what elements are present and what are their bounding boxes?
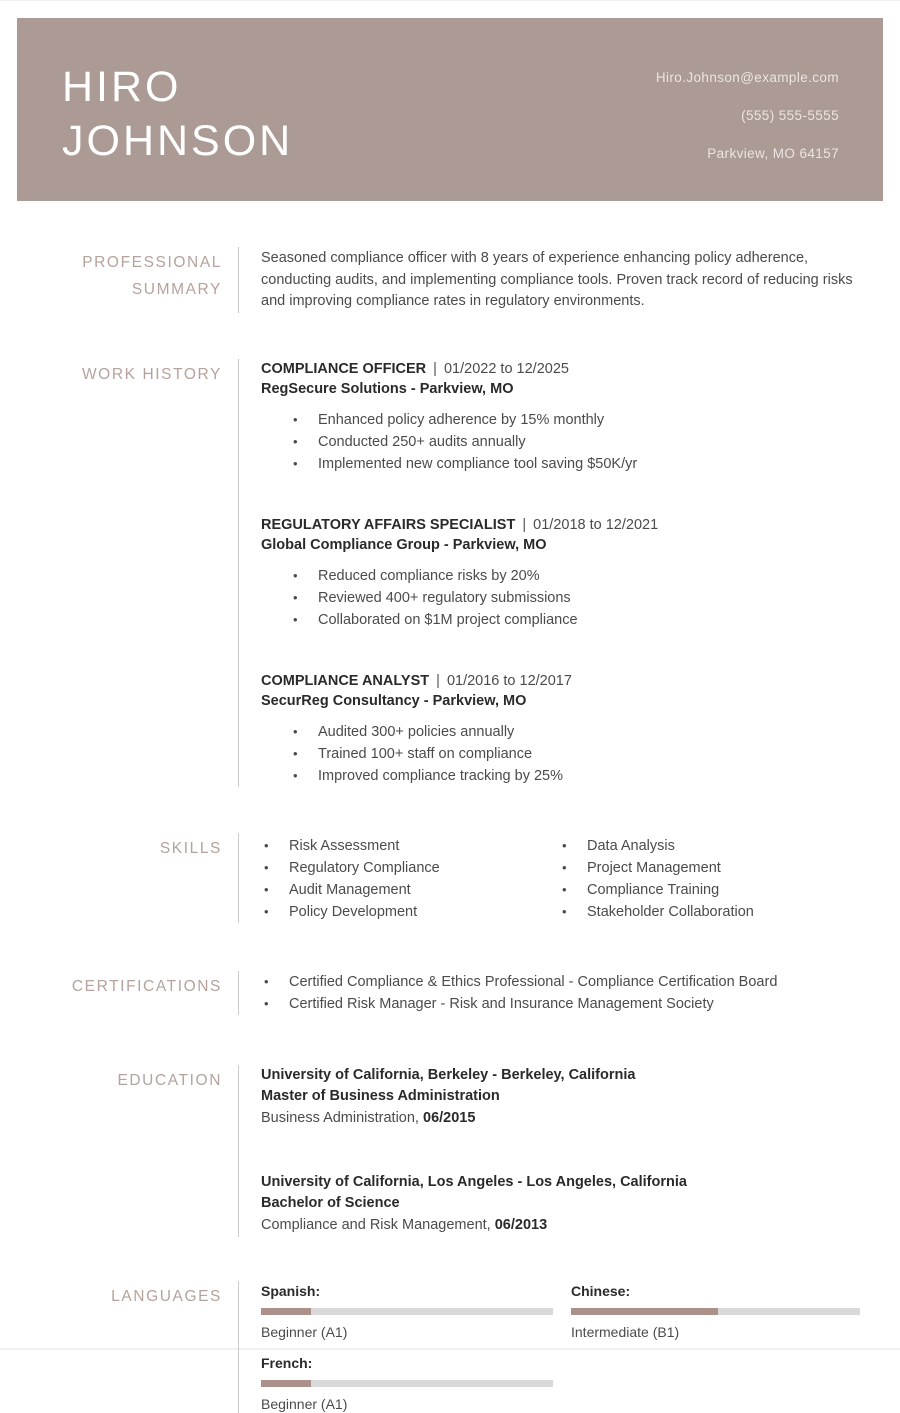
section-skills [40,833,860,923]
summary-text: Seasoned compliance officer with 8 years of experience enhancing policy adherence, conducting audits, and implementing compliance tools. Proven track record of reducing risks and improving compliance rates in regulatory environments. [261,250,853,309]
language-name: French: [261,1354,313,1371]
skills-grid [261,833,860,923]
certification-item: • Certified Risk Manager - Risk and Insurance Management Society [264,993,860,1015]
language-progress-fill [261,1308,311,1315]
skills-column-left [261,835,559,923]
skill-item: • Audit Management [264,879,559,901]
work-history-section-label: WORK HISTORY [81,365,222,383]
job-title: COMPLIANCE OFFICER [261,360,427,377]
skill-item: • Stakeholder Collaboration [562,901,860,923]
job-separator: | [433,360,437,377]
job-title: COMPLIANCE ANALYST [261,672,430,689]
school-date: 06/2013 [494,1216,548,1233]
resume-body [0,247,900,1413]
skill-item: • Compliance Training [562,879,860,901]
school-field: Compliance and Risk Management, [261,1216,491,1233]
language-level: Beginner (A1) [261,1395,348,1412]
job-dates: 01/2018 to 12/2021 [533,516,659,533]
education-entry [261,1065,860,1130]
school-name-location: University of California, Berkeley - Berkeley, California [261,1066,636,1083]
section-certifications [40,971,860,1015]
school-degree: Bachelor of Science [261,1194,400,1211]
language-name: Chinese: [571,1282,631,1299]
languages-grid [261,1281,860,1413]
section-professional-summary [40,247,860,313]
header-banner [17,18,883,201]
job-bullet: • Reduced compliance risks by 20% [293,565,860,587]
languages-content [238,1281,860,1413]
job-bullet: • Conducted 250+ audits annually [293,431,860,453]
job-bullet-list [261,721,860,787]
language-entry [261,1282,553,1341]
language-progress-track [261,1308,553,1315]
job-entry [261,515,860,631]
language-name: Spanish: [261,1282,321,1299]
school-field-line [261,1214,860,1237]
education-section-label: EDUCATION [117,1071,222,1089]
job-bullet-list [261,409,860,475]
section-work-history [40,359,860,787]
contact-location: Parkview, MO 64157 [707,146,839,161]
job-separator: | [522,516,527,533]
language-entry [261,1354,553,1413]
job-bullet: • Implemented new compliance tool saving $50K/yr [293,453,860,475]
skill-item: • Policy Development [264,901,559,923]
job-dates: 01/2016 to 12/2017 [446,672,572,689]
job-separator: | [436,672,440,689]
languages-column-right [571,1282,860,1413]
contact-block [656,18,839,201]
job-title: REGULATORY AFFAIRS SPECIALIST [261,516,516,533]
job-bullet: • Reviewed 400+ regulatory submissions [293,587,860,609]
school-degree: Master of Business Administration [261,1087,500,1104]
section-education [40,1065,860,1237]
summary-label-line1: PROFESSIONAL [82,254,222,271]
job-company: Global Compliance Group - Parkview, MO [261,536,547,553]
job-bullet-list [261,565,860,631]
job-company: SecurReg Consultancy - Parkview, MO [261,692,527,709]
education-entry [261,1172,860,1237]
job-bullet: • Enhanced policy adherence by 15% monthly [293,409,860,431]
skill-item: • Data Analysis [562,835,860,857]
name-first: HIRO [62,63,182,111]
summary-section-label [40,247,238,313]
name-block [62,18,293,201]
language-entry [571,1282,860,1341]
language-progress-track [261,1380,553,1387]
job-company: RegSecure Solutions - Parkview, MO [261,380,514,397]
languages-column-left [261,1282,553,1413]
skill-item: • Project Management [562,857,860,879]
school-field: Business Administration, [261,1109,419,1126]
certification-list [261,971,860,1015]
job-title-line [261,359,860,379]
job-bullet: • Audited 300+ policies annually [293,721,860,743]
skills-column-right [559,835,860,923]
skill-item: • Regulatory Compliance [264,857,559,879]
work-history-content [238,359,860,787]
summary-content [238,247,860,313]
section-languages [40,1281,860,1413]
language-progress-track [571,1308,860,1315]
skills-section-label: SKILLS [159,839,222,857]
language-progress-fill [261,1380,311,1387]
job-entry [261,671,860,787]
skill-item: • Risk Assessment [264,835,559,857]
certifications-section-label: CERTIFICATIONS [71,977,222,995]
job-title-line [261,515,860,535]
certification-item: • Certified Compliance & Ethics Professional - Compliance Certification Board [264,971,860,993]
language-level: Beginner (A1) [261,1323,348,1340]
job-entry [261,359,860,475]
education-content [238,1065,860,1237]
job-bullet: • Trained 100+ staff on compliance [293,743,860,765]
school-field-line [261,1107,860,1130]
contact-email: Hiro.Johnson@example.com [655,70,839,85]
certifications-content [238,971,860,1015]
job-dates: 01/2022 to 12/2025 [443,360,569,377]
name-last: JOHNSON [62,117,294,165]
language-level: Intermediate (B1) [571,1323,680,1340]
contact-phone: (555) 555-5555 [741,108,839,123]
job-bullet: • Collaborated on $1M project compliance [293,609,860,631]
job-title-line [261,671,860,691]
languages-section-label: LANGUAGES [111,1287,222,1305]
summary-label-line2: SUMMARY [131,281,222,298]
language-progress-fill [571,1308,718,1315]
school-date: 06/2015 [423,1109,476,1126]
school-name-location: University of California, Los Angeles - Los Angeles, California [261,1173,687,1190]
job-bullet: • Improved compliance tracking by 25% [293,765,860,787]
skills-content [238,833,860,923]
